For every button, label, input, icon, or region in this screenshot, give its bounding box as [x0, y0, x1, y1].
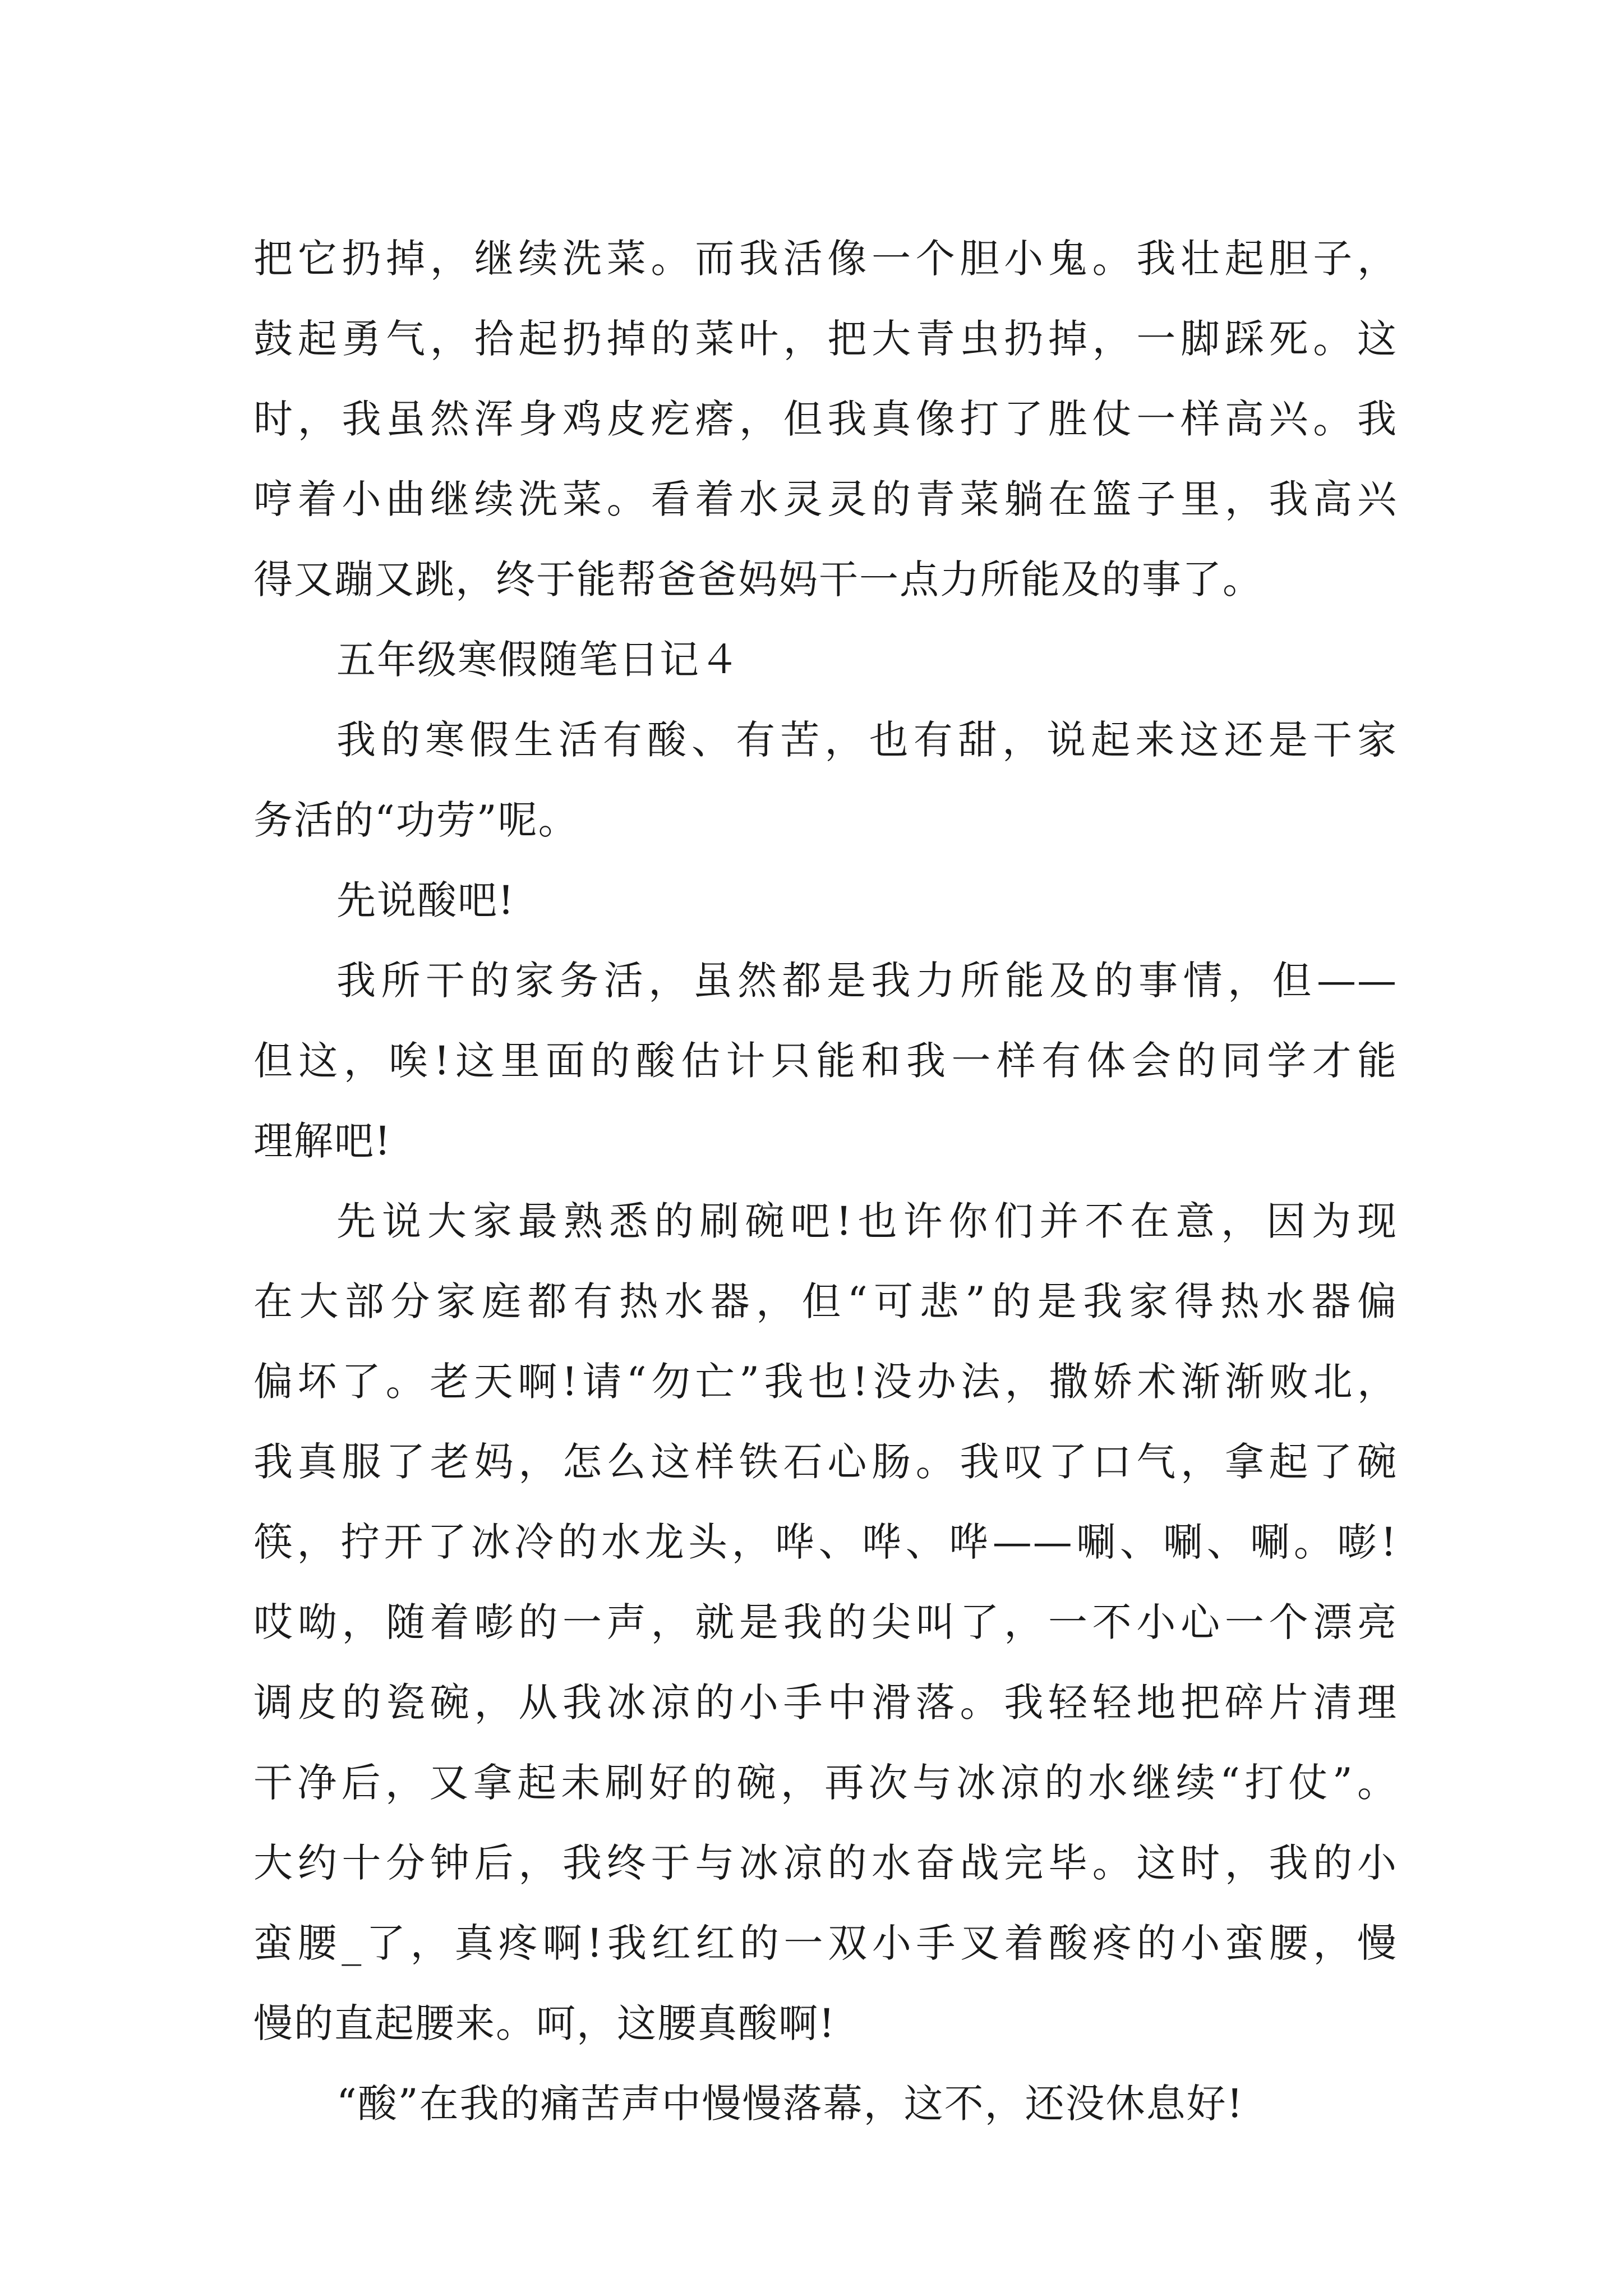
text-line: 筷，拧开了冰冷的水龙头，哗、哗、哗——唰、唰、唰。嘭! [253, 1519, 1398, 1565]
text-line: 我的寒假生活有酸、有苦，也有甜，说起来这还是干家 [336, 717, 1398, 763]
text-line: 哎呦，随着嘭的一声，就是我的尖叫了，一不小心一个漂亮 [253, 1599, 1398, 1645]
section-heading: 五年级寒假随笔日记４ [336, 637, 740, 683]
text-line: 把它扔掉，继续洗菜。而我活像一个胆小鬼。我壮起胆子， [253, 236, 1398, 282]
text-line: 但这，唉!这里面的酸估计只能和我一样有体会的同学才能 [253, 1038, 1398, 1084]
text-line: 时，我虽然浑身鸡皮疙瘩，但我真像打了胜仗一样高兴。我 [253, 396, 1398, 442]
text-line: 先说大家最熟悉的刷碗吧!也许你们并不在意，因为现 [336, 1198, 1398, 1244]
text-line: 先说酸吧! [336, 877, 515, 923]
text-line: 我真服了老妈，怎么这样铁石心肠。我叹了口气，拿起了碗 [253, 1439, 1398, 1485]
text-line: 蛮腰_了，真疼啊!我红红的一双小手叉着酸疼的小蛮腰，慢 [253, 1920, 1398, 1966]
body-text [253, 219, 1398, 2144]
text-line: 我所干的家务活，虽然都是我力所能及的事情，但—— [336, 958, 1398, 1004]
text-line: 干净后，又拿起未刷好的碗，再次与冰凉的水继续“打仗”。 [253, 1760, 1398, 1806]
text-line: 理解吧! [253, 1118, 392, 1164]
text-line: “酸”在我的痛苦声中慢慢落幕，这不，还没休息好! [336, 2081, 1244, 2127]
text-line: 鼓起勇气，拾起扔掉的菜叶，把大青虫扔掉，一脚踩死。这 [253, 316, 1398, 362]
text-line: 偏坏了。老天啊!请“勿亡”我也!没办法，撒娇术渐渐败北， [253, 1359, 1398, 1405]
text-line: 在大部分家庭都有热水器，但“可悲”的是我家得热水器偏 [253, 1278, 1398, 1324]
text-line: 哼着小曲继续洗菜。看着水灵灵的青菜躺在篮子里，我高兴 [253, 476, 1398, 522]
text-line: 务活的“功劳”呢。 [253, 797, 579, 843]
text-line: 慢的直起腰来。呵，这腰真酸啊! [253, 2000, 836, 2046]
text-line: 得又蹦又跳，终于能帮爸爸妈妈干一点力所能及的事了。 [253, 556, 1263, 602]
text-line: 调皮的瓷碗，从我冰凉的小手中滑落。我轻轻地把碎片清理 [253, 1680, 1398, 1726]
text-line: 大约十分钟后，我终于与冰凉的水奋战完毕。这时，我的小 [253, 1840, 1398, 1886]
